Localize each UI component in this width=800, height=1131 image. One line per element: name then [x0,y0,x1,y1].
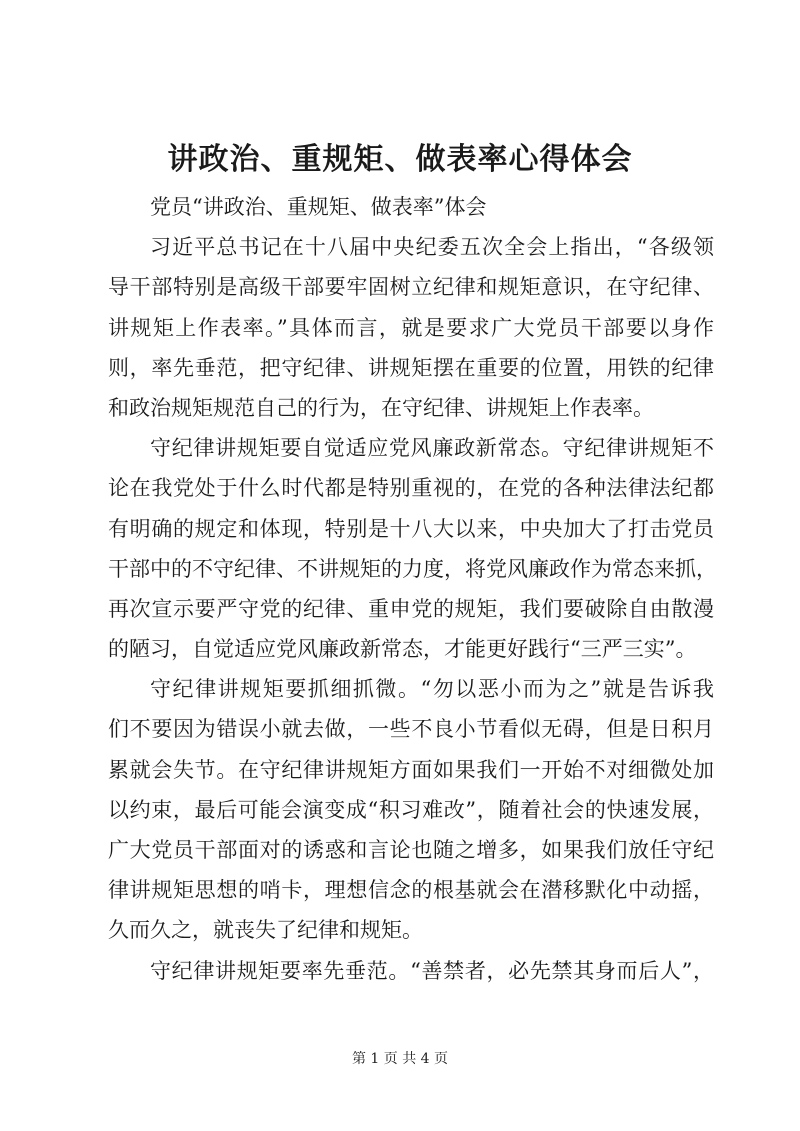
body-text-line: 导干部特别是高级干部要牢固树立纪律和规矩意识，在守纪律、 [108,275,714,300]
body-text-line: 守纪律讲规矩要自觉适应党风廉政新常态。守纪律讲规矩不 [150,436,714,461]
body-text-line: 党员“讲政治、重规矩、做表率”体会 [150,195,487,219]
body-text-line: 则，率先垂范，把守纪律、讲规矩摆在重要的位置，用铁的纪律 [108,355,714,380]
body-text-line: 干部中的不守纪律、不讲规矩的力度，将党风廉政作为常态来抓， [108,556,717,581]
body-text-line: 习近平总书记在十八届中央纪委五次全会上指出，“各级领 [150,235,714,260]
body-text-line: 久而久之，就丧失了纪律和规矩。 [108,918,423,943]
body-text-line: 的陋习，自觉适应党风廉政新常态，才能更好践行“三严三实”。 [108,637,697,662]
document-title: 讲政治、重规矩、做表率心得体会 [167,142,633,177]
document-body [108,187,717,991]
body-text-line: 和政治规矩规范自己的行为，在守纪律、讲规矩上作表率。 [108,395,654,420]
body-text-line: 守纪律讲规矩要抓细抓微。“勿以恶小而为之”就是告诉我 [150,677,714,702]
body-text-line: 讲规矩上作表率。”具体而言，就是要求广大党员干部要以身作 [108,315,714,340]
body-text-line: 有明确的规定和体现，特别是十八大以来，中央加大了打击党员 [108,516,714,541]
page-footer: 第 1 页 共 4 页 [351,1051,449,1067]
body-text-line: 律讲规矩思想的哨卡，理想信念的根基就会在潜移默化中动摇， [108,878,714,903]
body-text-line: 再次宣示要严守党的纪律、重申党的规矩，我们要破除自由散漫 [108,596,714,621]
body-text-line: 累就会失节。在守纪律讲规矩方面如果我们一开始不对细微处加 [108,757,714,782]
body-text-line: 们不要因为错误小就去做，一些不良小节看似无碍，但是日积月 [108,717,714,742]
body-text-line: 守纪律讲规矩要率先垂范。“善禁者，必先禁其身而后人”， [150,958,714,983]
body-text-line: 广大党员干部面对的诱惑和言论也随之增多，如果我们放任守纪 [108,838,714,862]
body-text-line: 以约束，最后可能会演变成“积习难改”，随着社会的快速发展， [108,797,714,822]
body-text-line: 论在我党处于什么时代都是特别重视的，在党的各种法律法纪都 [108,476,714,501]
